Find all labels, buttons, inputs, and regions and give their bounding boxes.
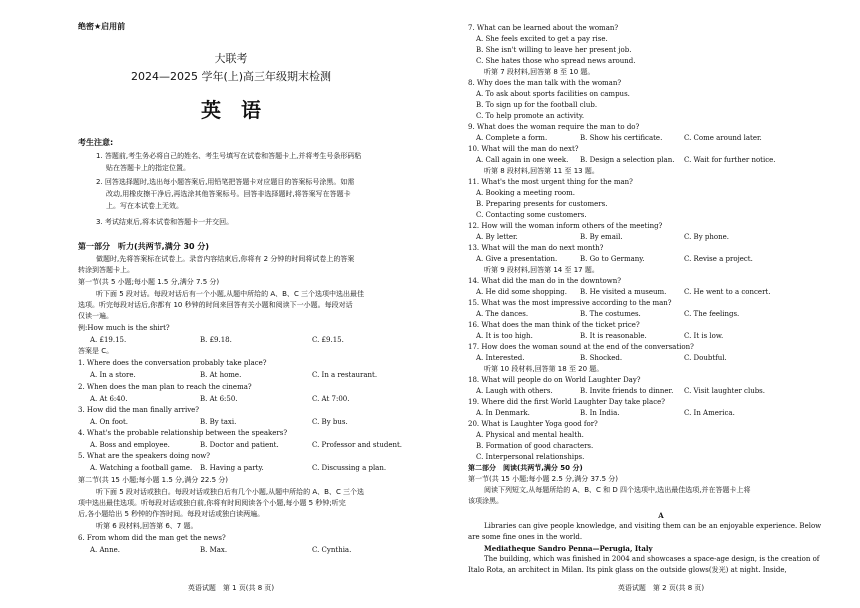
question-text: 7. What can be learned about the woman? [468, 24, 619, 32]
answer-option: A. The dances. [476, 310, 529, 318]
answer-option: B. He visited a museum. [580, 288, 667, 296]
passage-letter: A [658, 511, 664, 520]
section1-heading: 第一节(共 5 小题;每小题 1.5 分,满分 7.5 分) [78, 278, 220, 286]
question-text: 8. Why does the man talk with the woman? [468, 79, 622, 87]
answer-option: C. By bus. [312, 418, 348, 426]
part2-heading: 第二部分 阅读(共两节,满分 50 分) [468, 464, 583, 472]
answer-option: A. Physical and mental health. [476, 431, 584, 439]
question-text: 20. What is Laughter Yoga good for? [468, 420, 598, 428]
answer-option: B. Doctor and patient. [200, 441, 279, 449]
answer-option: B. Go to Germany. [580, 255, 645, 263]
example-option: C. £9.15. [312, 336, 344, 344]
part1-intro-line: 转涂到答题卡上。 [78, 266, 134, 274]
question-text: 1. Where does the conversation probably take place? [78, 359, 267, 367]
example-answer: 答案是 C。 [78, 347, 114, 355]
section2-intro-line: 听下面 5 段对话或独白。每段对话或独白后有几个小题,从题中所给的 A、B、C 三个选 [96, 488, 365, 496]
question-text: 15. What was the most impressive according to the man? [468, 299, 672, 307]
answer-option: C. Visit laughter clubs. [684, 387, 765, 395]
answer-option: A. By letter. [476, 233, 518, 241]
answer-option: C. In America. [684, 409, 735, 417]
answer-option: A. In a store. [90, 371, 136, 379]
answer-option: A. He did some shopping. [476, 288, 567, 296]
note-line: 3. 考试结束后,将本试卷和答题卡一并交回。 [96, 218, 234, 226]
answer-option: B. Formation of good characters. [476, 442, 594, 450]
answer-option: A. On foot. [90, 418, 129, 426]
answer-option: C. Doubtful. [684, 354, 727, 362]
section1-intro-line: 选项。听完每段对话后,你都有 10 秒钟的时间来回答有关小题和阅读下一小题。每段对话 [78, 301, 353, 309]
question-text: 14. What did the man do in the downtown? [468, 277, 621, 285]
question-text: 12. How will the woman inform others of the meeting? [468, 222, 663, 230]
part2-intro-line: 阅读下列短文,从每题所给的 A、B、C 和 D 四个选项中,选出最佳选项,并在答题卡上将 [484, 486, 751, 494]
answer-option: B. To sign up for the football club. [476, 101, 598, 109]
example-option: B. £9.18. [200, 336, 232, 344]
part1-heading: 第一部分 听力(共两节,满分 30 分) [78, 242, 210, 251]
answer-option: A. Watching a football game. [90, 464, 193, 472]
example-question: 例:How much is the shirt? [78, 324, 170, 332]
note-line: 2. 回答选择题时,选出每小题答案后,用铅笔把答题卡对应题目的答案标号涂黑。如需 [96, 178, 355, 186]
exam-title: 2024—2025 学年(上)高三年级期末检测 [130, 70, 332, 83]
answer-option: C. Interpersonal relationships. [476, 453, 585, 461]
answer-option: A. At 6:40. [90, 395, 128, 403]
answer-option: B. Design a selection plan. [580, 156, 675, 164]
answer-option: A. Booking a meeting room. [476, 189, 575, 197]
note-line: 上。写在本试卷上无效。 [106, 202, 183, 210]
library-title: Mediatheque Sandro Penna—Perugia, Italy [484, 544, 653, 553]
answer-option: A. Call again in one week. [476, 156, 569, 164]
answer-option: B. Max. [200, 546, 228, 554]
answer-option: B. The costumes. [580, 310, 641, 318]
passage-line: are some fine ones in the world. [468, 533, 583, 541]
material-note: 听第 7 段材料,回答第 8 至 10 题。 [484, 68, 595, 76]
confidential-mark: 绝密★启用前 [78, 22, 126, 31]
question-text: 17. How does the woman sound at the end of the conversation? [468, 343, 694, 351]
answer-option: C. Come around later. [684, 134, 762, 142]
answer-option: A. To ask about sports facilities on campus. [476, 90, 630, 98]
answer-option: B. In India. [580, 409, 620, 417]
example-option: A. £19.15. [90, 336, 127, 344]
question-text: 3. How did the man finally arrive? [78, 406, 200, 414]
section2-intro-line: 后,各小题给出 5 秒钟的作答时间。每段对话或独白读两遍。 [78, 510, 265, 518]
section2-intro-line: 项中选出最佳选项。听每段对话或独白前,你将有时间阅读各个小题,每小题 5 秒钟;听完 [78, 499, 346, 507]
answer-option: A. In Denmark. [476, 409, 530, 417]
answer-option: C. It is low. [684, 332, 724, 340]
section1-intro-line: 听下面 5 段对话。每段对话后有一个小题,从题中所给的 A、B、C 三个选项中选出最佳 [96, 290, 365, 298]
question-text: 5. What are the speakers doing now? [78, 452, 210, 460]
answer-option: A. It is too high. [476, 332, 533, 340]
answer-option: C. He went to a concert. [684, 288, 771, 296]
answer-option: B. She isn't willing to leave her present job. [476, 46, 632, 54]
exam-org: 大联考 [214, 52, 248, 65]
part2-section1-heading: 第一节(共 15 小题;每小题 2.5 分,满分 37.5 分) [468, 475, 619, 483]
answer-option: A. Interested. [476, 354, 525, 362]
note-line: 改动,用橡皮擦干净后,再选涂其他答案标号。回答非选择题时,将答案写在答题卡 [106, 190, 351, 198]
answer-option: C. Cynthia. [312, 546, 352, 554]
material-note: 听第 9 段材料,回答第 14 至 17 题。 [484, 266, 599, 274]
answer-option: A. She feels excited to get a pay rise. [476, 35, 608, 43]
passage-line: Libraries can give people knowledge, and visiting them can be an enjoyable experience. Below [484, 522, 822, 530]
answer-option: C. By phone. [684, 233, 729, 241]
answer-option: B. It is reasonable. [580, 332, 647, 340]
answer-option: A. Laugh with others. [476, 387, 553, 395]
answer-option: C. Revise a project. [684, 255, 753, 263]
question-text: 18. What will people do on World Laughter Day? [468, 376, 641, 384]
answer-option: B. Show his certificate. [580, 134, 663, 142]
material-note: 听第 8 段材料,回答第 11 至 13 题。 [484, 167, 599, 175]
question-text: 9. What does the woman require the man to do? [468, 123, 640, 131]
answer-option: B. Preparing presents for customers. [476, 200, 608, 208]
answer-option: B. By email. [580, 233, 623, 241]
answer-option: B. Invite friends to dinner. [580, 387, 674, 395]
material-note: 听第 10 段材料,回答第 18 至 20 题。 [484, 365, 604, 373]
answer-option: C. Wait for further notice. [684, 156, 776, 164]
answer-option: C. Professor and student. [312, 441, 403, 449]
subject-title: 英 语 [201, 98, 261, 122]
answer-option: B. Shocked. [580, 354, 623, 362]
answer-option: C. The feelings. [684, 310, 740, 318]
answer-option: A. Give a presentation. [476, 255, 558, 263]
note-line: 1. 答题前,考生务必将自己的姓名、考生号填写在试卷和答题卡上,并将考生号条形码粘 [96, 152, 362, 160]
question-text: 16. What does the man think of the ticket price? [468, 321, 640, 329]
passage-line: Italo Rota, an architect in Milan. Its pink glass on the outside glows(发光) at night. Inside, [468, 566, 787, 574]
right-page [462, 0, 860, 608]
section1-intro-line: 仅读一遍。 [78, 312, 113, 320]
answer-option: B. Having a party. [200, 464, 264, 472]
question-text: 19. Where did the first World Laughter Day take place? [468, 398, 666, 406]
passage-line: The building, which was finished in 2004 and showcases a space-age design, is the creation of [484, 555, 820, 563]
note-line: 贴在答题卡上的指定位置。 [106, 164, 190, 172]
answer-option: C. To help promote an activity. [476, 112, 585, 120]
answer-option: B. At home. [200, 371, 242, 379]
answer-option: A. Anne. [90, 546, 120, 554]
question-text: 13. What will the man do next month? [468, 244, 604, 252]
part2-intro-line: 该项涂黑。 [468, 497, 503, 505]
answer-option: C. Contacting some customers. [476, 211, 587, 219]
answer-option: C. She hates those who spread news around. [476, 57, 636, 65]
part1-intro-line: 做题时,先将答案标在试卷上。录音内容结束后,你将有 2 分钟的时间将试卷上的答案 [96, 255, 355, 263]
answer-option: C. Discussing a plan. [312, 464, 387, 472]
answer-option: A. Boss and employee. [90, 441, 170, 449]
answer-option: B. At 6:50. [200, 395, 238, 403]
question-text: 6. From whom did the man get the news? [78, 534, 226, 542]
answer-option: B. By taxi. [200, 418, 237, 426]
material-note: 听第 6 段材料,回答第 6、7 题。 [96, 522, 198, 530]
question-text: 4. What's the probable relationship between the speakers? [78, 429, 288, 437]
section2-heading: 第二节(共 15 小题;每小题 1.5 分,满分 22.5 分) [78, 476, 229, 484]
answer-option: C. At 7:00. [312, 395, 350, 403]
answer-option: C. In a restaurant. [312, 371, 378, 379]
page-footer: 英语试题 第 1 页(共 8 页) [187, 584, 275, 592]
answer-option: A. Complete a form. [476, 134, 548, 142]
notes-heading: 考生注意: [78, 138, 114, 147]
question-text: 11. What's the most urgent thing for the man? [468, 178, 633, 186]
page-footer: 英语试题 第 2 页(共 8 页) [617, 584, 705, 592]
question-text: 2. When does the man plan to reach the cinema? [78, 383, 252, 391]
question-text: 10. What will the man do next? [468, 145, 579, 153]
